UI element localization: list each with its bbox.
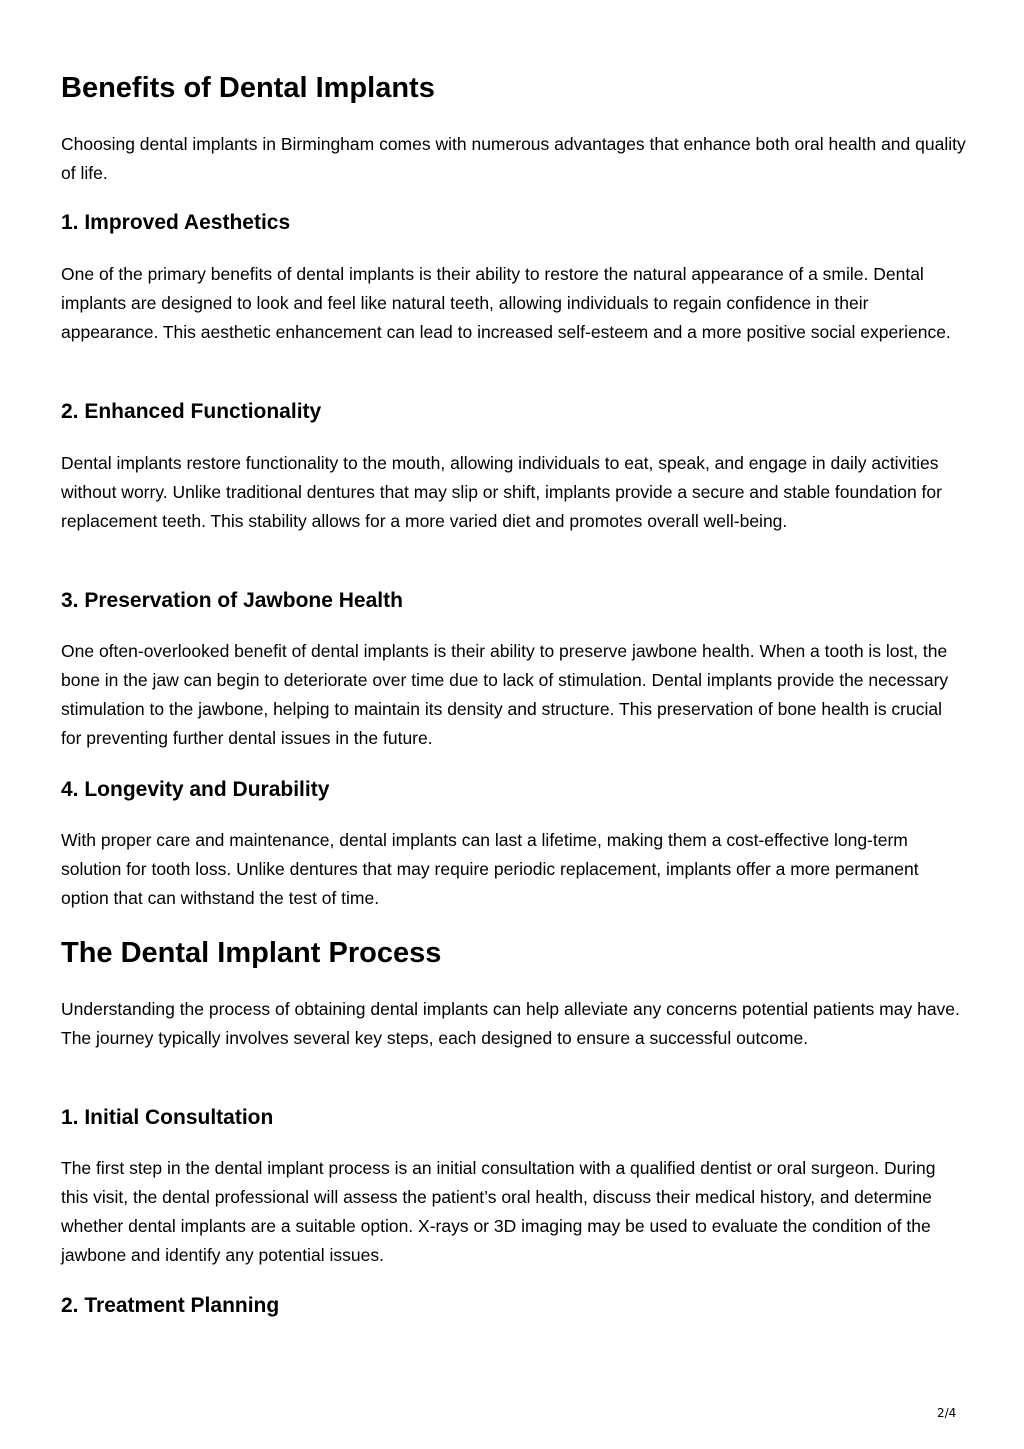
page-number: 2/4: [937, 1406, 957, 1420]
section-intro-process: Understanding the process of obtaining dental implants can help alleviate any concerns potential patients may have. The journey typically involves several key steps, each designed to ensure a successful outcome.: [61, 999, 960, 1048]
paragraph-jawbone-health: One often-overlooked benefit of dental implants is their ability to preserve jawbone health. When a tooth is lost, the bone in the jaw can begin to deteriorate over time due to lack of stimulation. Dental implants provide the necessary stimulation to the jawbone, helping to maintain its density and structure. This preservation of bone health is crucial for preventing further dental issues in the future.: [61, 641, 949, 748]
subheading-treatment-planning: 2. Treatment Planning: [61, 1294, 280, 1317]
subheading-longevity-durability: 4. Longevity and Durability: [61, 778, 330, 801]
paragraph-improved-aesthetics: One of the primary benefits of dental implants is their ability to restore the natural appearance of a smile. Dental implants are designed to look and feel like natural teeth, allowing individuals to regain confidence in their appearance. This aesthetic enhancement can lead to increased self-esteem and a more positive social experience.: [61, 264, 951, 342]
subheading-improved-aesthetics: 1. Improved Aesthetics: [61, 211, 291, 234]
subheading-jawbone-health: 3. Preservation of Jawbone Health: [61, 589, 403, 612]
section-title-benefits: Benefits of Dental Implants: [61, 72, 435, 104]
paragraph-enhanced-functionality: Dental implants restore functionality to the mouth, allowing individuals to eat, speak, and engage in daily activities without worry. Unlike traditional dentures that may slip or shift, implants provide a secure and stable foundation for replacement teeth. This stability allows for a more varied diet and promotes overall well-being.: [61, 453, 942, 531]
subheading-initial-consultation: 1. Initial Consultation: [61, 1106, 274, 1129]
section-intro-benefits: Choosing dental implants in Birmingham comes with numerous advantages that enhance both oral health and quality of life.: [61, 134, 966, 183]
paragraph-initial-consultation: The first step in the dental implant process is an initial consultation with a qualified dentist or oral surgeon. During this visit, the dental professional will assess the patient’s oral health, discuss their medical history, and determine whether dental implants are a suitable option. X-rays or 3D imaging may be used to evaluate the condition of the jawbone and identify any potential issues.: [61, 1158, 936, 1265]
subheading-enhanced-functionality: 2. Enhanced Functionality: [61, 400, 322, 423]
section-title-process: The Dental Implant Process: [61, 937, 442, 969]
paragraph-longevity-durability: With proper care and maintenance, dental implants can last a lifetime, making them a cost-effective long-term solution for tooth loss. Unlike dentures that may require periodic replacement, implants offer a more permanent option that can withstand the test of time.: [61, 830, 919, 908]
